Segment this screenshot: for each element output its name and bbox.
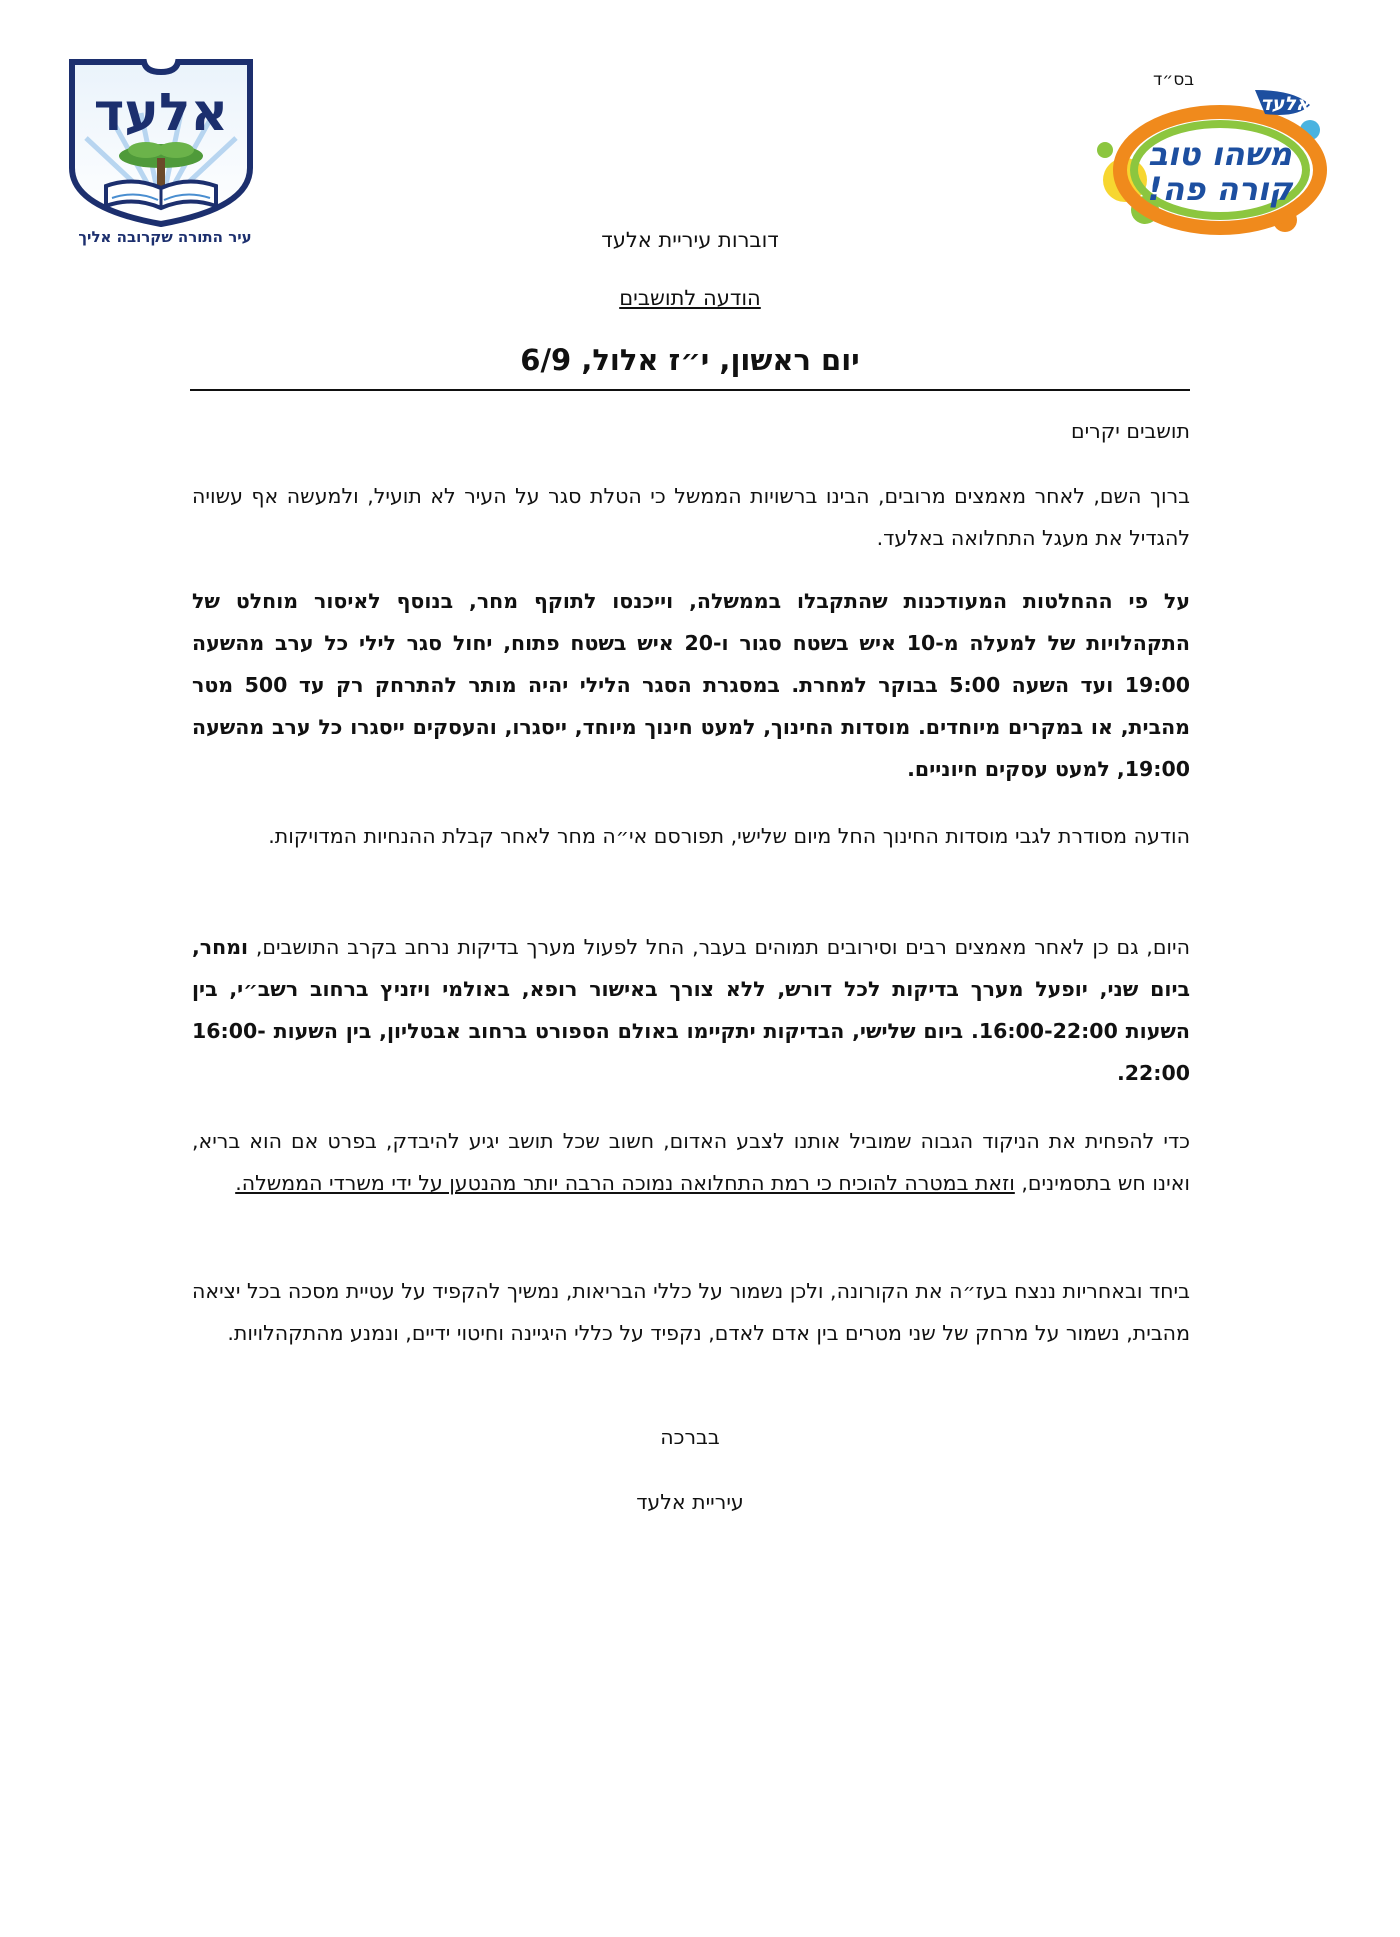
paragraph-4-regular: היום, גם כן לאחר מאמצים רבים וסירובים תמוהים בעבר, החל לפעול מערך בדיקות נרחב בקרב התושבים, (248, 935, 1190, 959)
city-logo-word: אלעד (93, 83, 229, 143)
paragraph-2: על פי ההחלטות המעודכנות שהתקבלו בממשלה, וייכנסו לתוקף מחר, בנוסף לאיסור מוחלט של התקהלויות של למעלה מ-10 איש בשטח סגור ו-20 איש בשטח פתוח, יחול סגר לילי כל ערב מהשעה 19:00 ועד השעה 5:00 בבוקר למחרת. במסגרת הסגר הלילי יהיה מותר להתרחק רק עד 500 מטר מהבית, או במקרים מיוחדים. מוסדות החינוך, למעט חינוך מיוחד, ייסגרו, והעסקים ייסגרו כל ערב מהשעה 19:00, למעט עסקים חיוניים. (192, 589, 1190, 781)
closing-signature: עיריית אלעד (636, 1490, 744, 1514)
paragraph-5 (192, 1120, 1190, 1204)
campaign-logo-line1: משהו טוב (1148, 135, 1292, 173)
paragraph-4-bold: ומחר, ביום שני, יופעל מערך בדיקות לכל דורש, ללא צורך באישור רופא, באולמי ויזניץ ברחוב רשב״י, בין השעות 16:00-22:00. ביום שלישי, הבדיקות יתקיימו באולם הספורט ברחוב אבטליון, בין השעות 16:00-22:00. (192, 935, 1190, 1085)
campaign-logo-line2: קורה פה! (1147, 170, 1293, 208)
closing-greeting: בברכה (660, 1425, 720, 1449)
paragraph-6: ביחד ובאחריות ננצח בעז״ה את הקורונה, ולכן נשמור על כללי הבריאות, נמשיך להקפיד על עטיית מסכה בכל יציאה מהבית, נשמור על מרחק של שני מטרים בין אדם לאדם, נקפיד על כללי היגיינה וחיטוי ידיים, ונמנע מהתקהלויות. (192, 1279, 1190, 1345)
campaign-logo (1085, 70, 1335, 240)
city-tagline: עיר התורה שקרובה אליך (78, 228, 252, 246)
department-line: דוברות עיריית אלעד (601, 228, 779, 252)
elad-shield-icon (66, 58, 256, 228)
greeting: תושבים יקרים (1070, 419, 1190, 443)
bsd-mark: בס״ד (1153, 70, 1195, 90)
notice-title: הודעה לתושבים (619, 286, 761, 310)
paragraph-5-underlined: וזאת במטרה להוכיח כי רמת התחלואה נמוכה הרבה יותר מהנטען על ידי משרדי הממשלה. (235, 1171, 1015, 1195)
paragraph-5-regular: כדי להפחית את הניקוד הגבוה שמוביל אותנו לצבע האדום, חשוב שכל תושב יגיע להיבדק, בפרט אם הוא בריא, ואינו חש בתסמינים, (192, 1129, 1190, 1195)
campaign-swirl-icon (1085, 70, 1335, 240)
header-divider (190, 389, 1190, 391)
campaign-logo-word: אלעד (1260, 93, 1310, 115)
paragraph-4 (192, 926, 1190, 1094)
date-line: יום ראשון, י״ז אלול, 6/9 (520, 343, 860, 377)
paragraph-3: הודעה מסודרת לגבי מוסדות החינוך החל מיום שלישי, תפורסם אי״ה מחר לאחר קבלת ההנחיות המדויקות. (268, 824, 1190, 848)
paragraph-1: ברוך השם, לאחר מאמצים מרובים, הבינו ברשויות הממשל כי הטלת סגר על העיר לא תועיל, ולמעשה אף עשויה להגדיל את מעגל התחלואה באלעד. (192, 484, 1190, 550)
